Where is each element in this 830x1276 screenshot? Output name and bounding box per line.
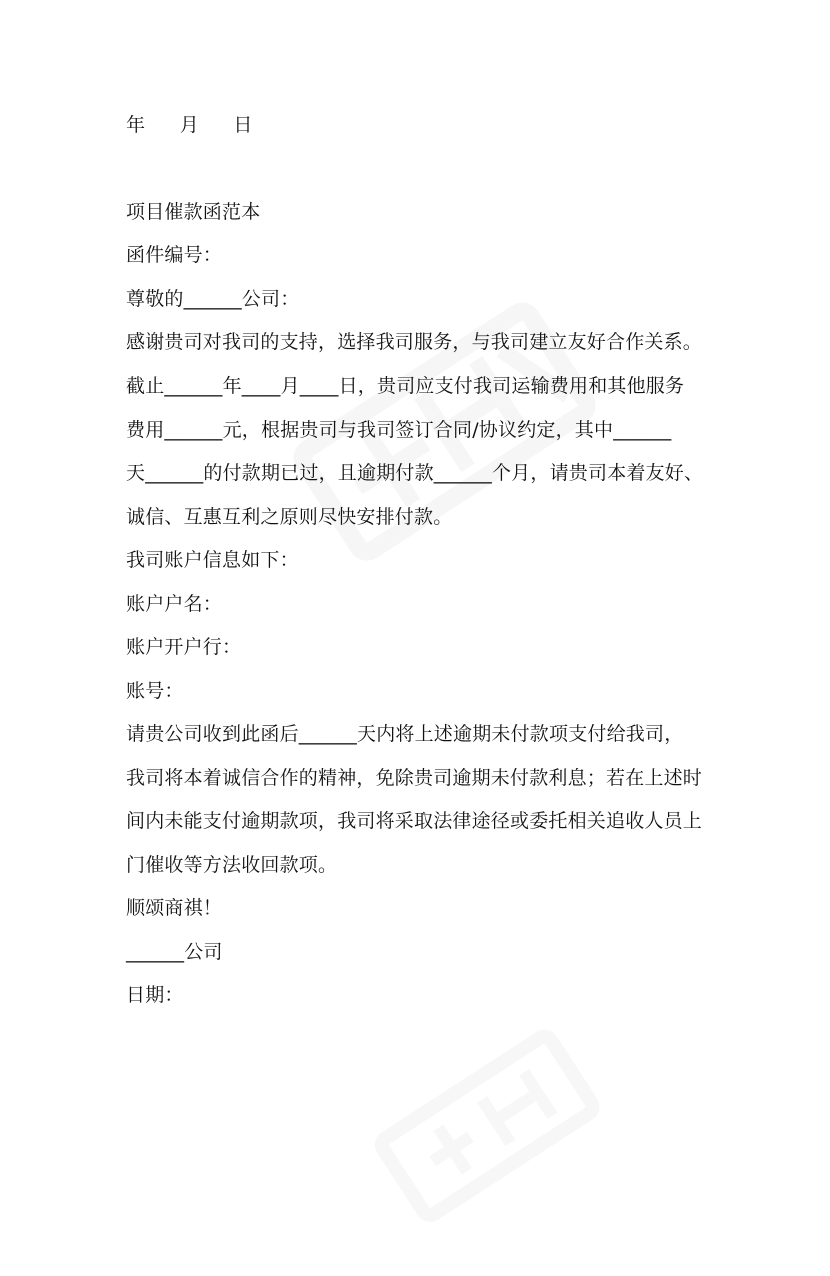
account-info-heading: 我司账户信息如下： <box>126 549 299 571</box>
letter-number: 函件编号： <box>126 244 223 266</box>
request-paragraph-line-1: 请贵公司收到此函后______天内将上述逾期未付款项支付给我司， <box>126 723 684 745</box>
payment-paragraph-line-4: 诚信、互惠互利之原则尽快安排付款。 <box>126 506 453 528</box>
date-month-label: 月 <box>179 114 199 136</box>
payment-paragraph-line-3: 天______的付款期已过，且逾期付款______个月，请贵司本着友好、 <box>126 462 704 484</box>
watermark-stamp-bottom <box>332 984 648 1276</box>
date-day-label: 日 <box>233 114 253 136</box>
date-header <box>126 113 253 137</box>
request-paragraph-line-4: 门催收等方法收回款项。 <box>126 854 338 876</box>
closing-greeting: 顺颂商祺！ <box>126 897 223 919</box>
salutation: 尊敬的______公司： <box>126 288 300 310</box>
payment-paragraph-line-1: 截止______年____月____日，贵司应支付我司运输费用和其他服务 <box>126 375 685 397</box>
account-bank-label: 账户开户行： <box>126 636 242 658</box>
request-paragraph-line-3: 间内未能支付逾期款项，我司将采取法律途径或委托相关追收人员上 <box>126 810 703 832</box>
account-number-label: 账号： <box>126 680 184 702</box>
payment-paragraph-line-2: 费用______元，根据贵司与我司签订合同/协议约定，其中______ <box>126 419 672 441</box>
company-signature: ______公司 <box>126 941 223 963</box>
request-paragraph-line-2: 我司将本着诚信合作的精神，免除贵司逾期未付款利息；若在上述时 <box>126 767 703 789</box>
document-title: 项目催款函范本 <box>126 201 261 223</box>
paragraph-thanks: 感谢贵司对我司的支持，选择我司服务，与我司建立友好合作关系。 <box>126 331 703 353</box>
account-name-label: 账户户名： <box>126 593 223 615</box>
date-year-label: 年 <box>126 114 146 136</box>
signature-date-label: 日期： <box>126 984 184 1006</box>
